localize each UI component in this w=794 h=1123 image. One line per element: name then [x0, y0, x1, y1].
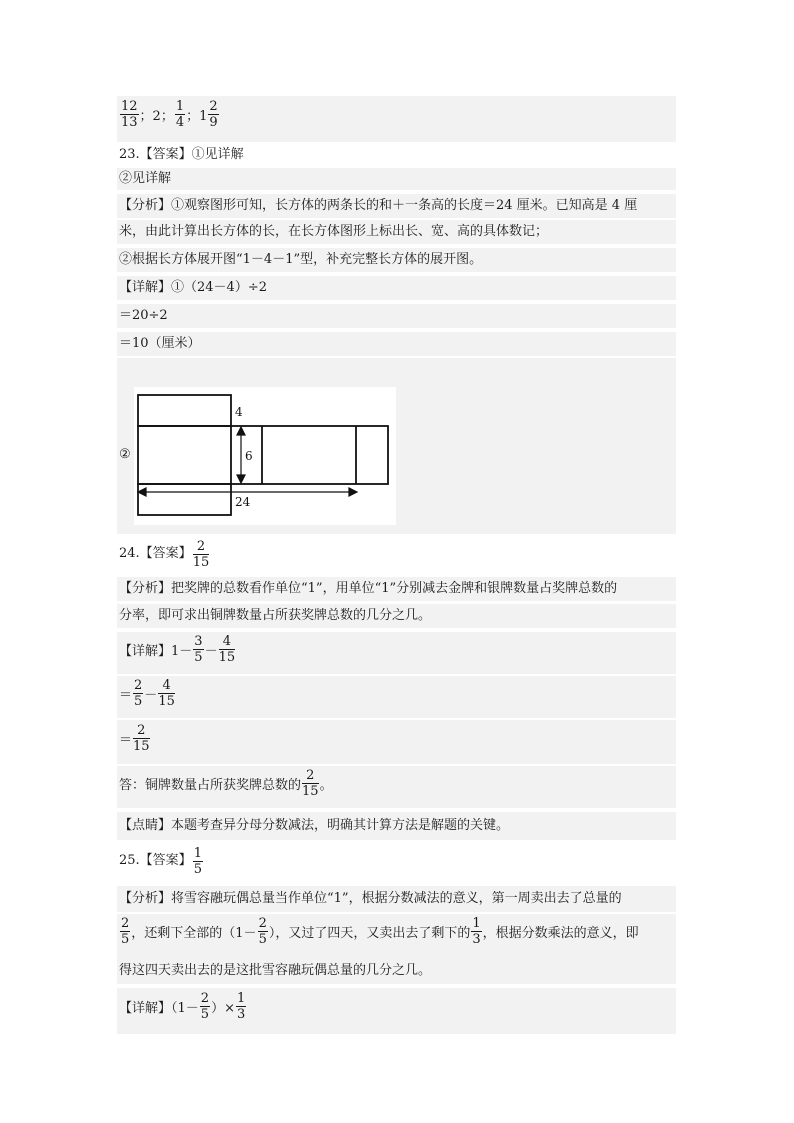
q25-analysis-line3: 得这四天卖出去的是这批雪容融玩偶总量的几分之几。 [117, 958, 676, 984]
fraction: $\frac{1}{3}$ [472, 916, 481, 947]
q24-detail-line1: 【详解】1－ $\frac{3}{5}$ － $\frac{4}{15}$ [117, 632, 676, 674]
fraction: $\frac{2}{5}$ [121, 916, 130, 947]
label-top: 4 [235, 405, 243, 419]
q23-answer-2: ②见详解 [117, 168, 676, 190]
q23-figure-row [117, 358, 676, 534]
fraction: $\frac{3}{5}$ [194, 634, 203, 665]
fraction: $\frac{2}{15}$ [302, 768, 319, 799]
fraction: $\frac{1}{3}$ [236, 991, 246, 1022]
fraction: $\frac{2}{15}$ [192, 538, 210, 570]
q24-analysis-line2: 分率，即可求出铜牌数量占所获奖牌总数的几分之几。 [117, 604, 676, 628]
q24-detail-line2: ＝ $\frac{2}{5}$ － $\frac{4}{15}$ [117, 676, 676, 718]
q23-detail-line1: 【详解】①（24－4）÷2 [117, 276, 676, 300]
cuboid-net-figure [134, 387, 396, 525]
fraction: $\frac{4}{15}$ [218, 634, 236, 665]
q25-analysis-line1: 【分析】将雪容融玩偶总量当作单位“1”，根据分数减法的意义，第一周卖出去了总量的 [117, 886, 676, 912]
q23-answer: 23.【答案】①见详解 [119, 147, 244, 162]
fraction: $\frac{12}{13}$ [121, 99, 138, 130]
q23-detail-line2: ＝20÷2 [117, 304, 676, 328]
q25-analysis-line2: $\frac{2}{5}$ ，还剩下全部的（1－ $\frac{2}{5}$ ），又过了四天，又卖出去了剩下的 $\frac{1}{3}$ ，根据分数乘法的意义，即 [117, 914, 676, 958]
q23-analysis-line2: 米，由此计算出长方体的长，在长方体图形上标出长、宽、高的具体数记； [117, 220, 676, 244]
fraction: $\frac{1}{5}$ [193, 845, 202, 877]
figure-marker: ② [119, 447, 131, 462]
fraction: $\frac{2}{5}$ [134, 678, 143, 709]
q25-detail: 【详解】（1－ $\frac{2}{5}$ ）× $\frac{1}{3}$ [117, 988, 676, 1034]
prev-answer-line: $\frac{12}{13}$ ；2； $\frac{1}{4}$ ；1 $\frac{2}{9}$ [117, 96, 676, 142]
q24-comment: 【点睛】本题考查异分母分数减法，明确其计算方法是解题的关键。 [117, 812, 676, 840]
fraction: $\frac{1}{4}$ [175, 99, 185, 130]
q23-detail-line3: ＝10（厘米） [117, 332, 676, 356]
label-length: 24 [235, 495, 251, 509]
fraction: $\frac{4}{15}$ [158, 678, 175, 709]
fraction: $\frac{2}{5}$ [258, 916, 267, 947]
q24-detail-line3: ＝ $\frac{2}{15}$ [117, 720, 676, 764]
q24-analysis-line1: 【分析】把奖牌的总数看作单位“1”，用单位“1”分别减去金牌和银牌数量占奖牌总数的 [117, 577, 676, 601]
fraction: $\frac{2}{15}$ [133, 723, 150, 754]
q23-analysis-line1: 【分析】①观察图形可知，长方体的两条长的和＋一条高的长度＝24 厘米。已知高是 4 厘 [117, 194, 676, 218]
q24-reply: 答：铜牌数量占所获奖牌总数的 $\frac{2}{15}$ 。 [117, 766, 676, 808]
q24-answer: 24.【答案】 $\frac{2}{15}$ [119, 538, 210, 570]
label-height: 6 [245, 449, 253, 463]
fraction: $\frac{2}{5}$ [200, 991, 210, 1022]
q25-answer: 25.【答案】 $\frac{1}{5}$ [119, 845, 202, 877]
q23-analysis-line3: ②根据长方体展开图“1－4－1”型，补充完整长方体的展开图。 [117, 248, 676, 272]
fraction: $\frac{2}{9}$ [209, 99, 218, 130]
